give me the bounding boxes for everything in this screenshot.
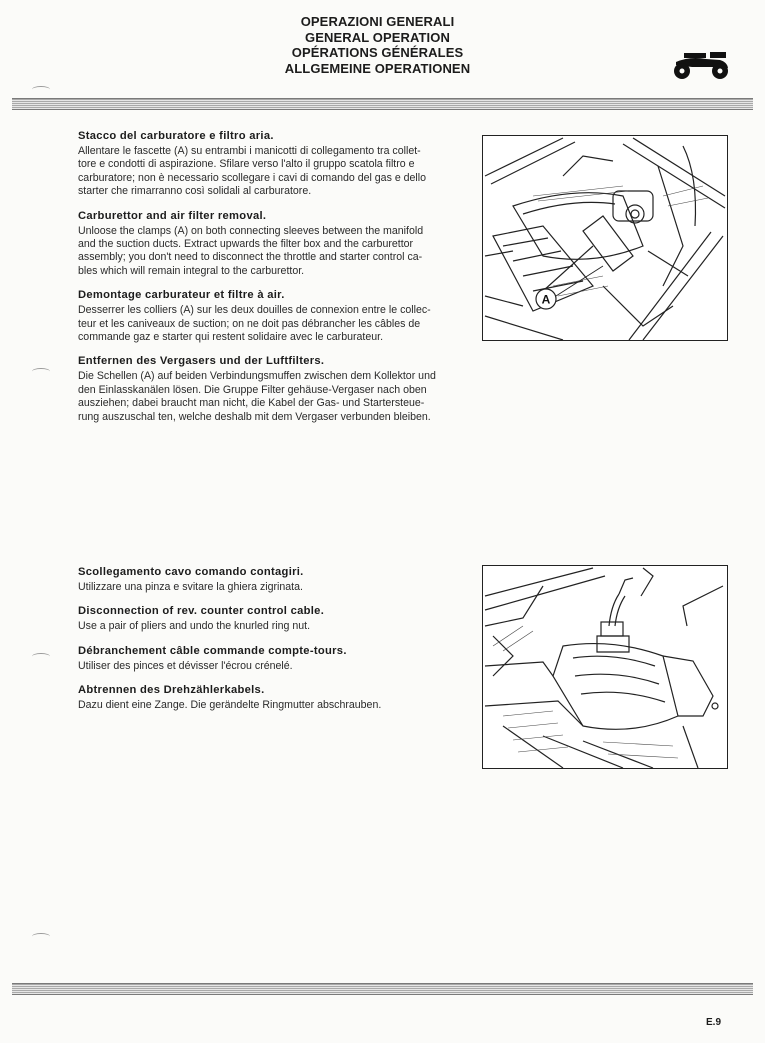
page-number: E.9 xyxy=(706,1017,722,1028)
section-heading: Scollegamento cavo comando contagiri. xyxy=(78,566,304,578)
carburettor-removal-section xyxy=(78,130,463,435)
section-block-de xyxy=(78,355,463,424)
page-header xyxy=(200,14,555,76)
header-title-fr: OPÉRATIONS GÉNÉRALES xyxy=(291,45,464,60)
bottom-divider-band xyxy=(12,983,753,995)
section-heading: Disconnection of rev. counter control cable. xyxy=(78,605,325,618)
header-title-en: GENERAL OPERATION xyxy=(305,29,450,45)
section-body: Unloose the clamps (A) on both connecting sleeves between the manifold and the suction ducts. Extract upwards the filter box and the carburettor assembly; you don't need to disconnect the throttle and starter control ca- bles which will remain integral to the carburettor. xyxy=(78,224,424,277)
motorcycle-icon xyxy=(670,50,732,80)
rev-counter-drawing xyxy=(483,566,727,768)
section-block-en xyxy=(78,605,463,633)
section-body: Use a pair of pliers and undo the knurled ring nut. xyxy=(78,620,311,633)
carburettor-drawing xyxy=(483,136,727,340)
section-heading: Demontage carburateur et filtre à air. xyxy=(78,289,285,302)
section-heading: Débranchement câble commande compte-tours. xyxy=(78,644,347,657)
top-divider-band xyxy=(12,98,753,110)
section-heading: Carburettor and air filter removal. xyxy=(78,209,267,222)
section-block-en xyxy=(78,210,463,279)
section-block-fr xyxy=(78,289,463,344)
header-title-it: OPERAZIONI GENERALI xyxy=(300,14,455,29)
section-body: Utilizzare una pinza e svitare la ghiera zigrinata. xyxy=(78,581,303,593)
section-block-it xyxy=(78,566,463,594)
section-block-de xyxy=(78,684,463,712)
header-title-de: ALLGEMEINE OPERATIONEN xyxy=(284,60,471,76)
rev-counter-cable-illustration xyxy=(482,565,728,769)
binder-hole-mark xyxy=(32,653,50,660)
section-heading: Entfernen des Vergasers und der Luftfilters. xyxy=(78,355,325,368)
section-block-it xyxy=(78,130,463,199)
section-heading: Stacco del carburatore e filtro aria. xyxy=(78,130,274,142)
section-body: Desserrer les colliers (A) sur les deux douilles de connexion entre le collec- teur et les caniveaux de suction; on ne doit pas débrancher les câbles de commande gaz e starter qui restent solidaire avec le carburateur. xyxy=(78,304,431,344)
section-body: Allentare le fascette (A) su entrambi i manicotti di collegamento tra collet- tore e condotti di aspirazione. Sfilare verso l'alto il gruppo scatola filtro e carburatore; non è necessario scollegare i cavi di comando del gas e dello starter che rimarranno così solidali al carburatore. xyxy=(78,145,427,198)
section-body: Dazu dient eine Zange. Die gerändelte Ringmutter abschrauben. xyxy=(78,699,382,712)
binder-hole-mark xyxy=(32,368,50,375)
rev-counter-cable-section xyxy=(78,566,463,724)
section-heading: Abtrennen des Drehzählerkabels. xyxy=(78,684,265,697)
carburettor-illustration xyxy=(482,135,728,341)
section-body: Utiliser des pinces et dévisser l'écrou crénelé. xyxy=(78,659,293,672)
binder-hole-mark xyxy=(32,933,50,940)
callout-label: A xyxy=(541,292,551,307)
binder-hole-mark xyxy=(32,86,50,93)
section-body: Die Schellen (A) auf beiden Verbindungsmuffen zwischen dem Kollektor und den Einlasskanälen lösen. Die Gruppe Filter gehäuse-Vergaser nach oben ausziehen; dabei braucht man nicht, die Kabel der Gas- und Startersteue- rung auszuschal ten, welche deshalb mit dem Vergaser verbunden bleiben. xyxy=(78,370,436,423)
section-block-fr xyxy=(78,645,463,673)
